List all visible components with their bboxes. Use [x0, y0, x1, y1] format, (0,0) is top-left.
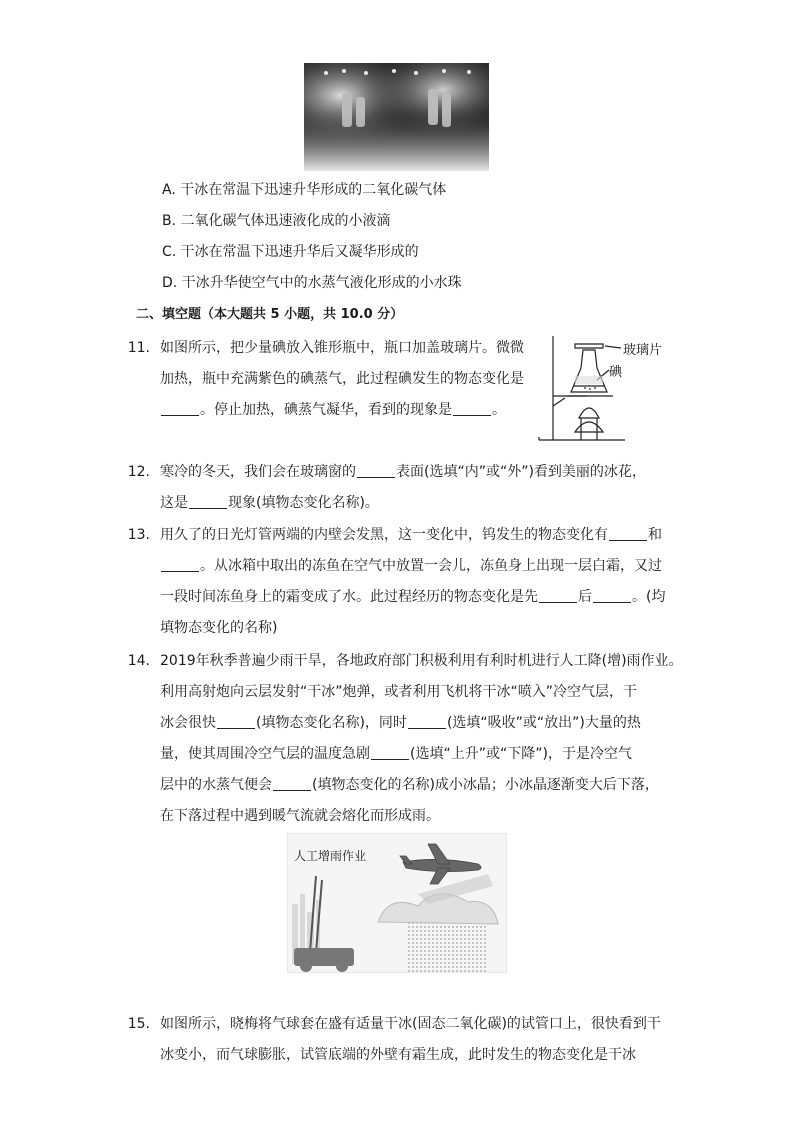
q14-text: (选填“吸收”或“放出”)大量的热 [446, 715, 641, 731]
answer-blank[interactable] [273, 776, 311, 791]
answer-blank[interactable] [217, 714, 255, 729]
q14-text: 冰会很快 [160, 715, 216, 731]
q13-text: 用久了的日光灯管两端的内壁会发黑，这一变化中，钨发生的物态变化有 [160, 527, 608, 543]
section-heading [136, 305, 403, 325]
q14-text: (填物态变化的名称)成小冰晶；小冰晶逐渐变大后下落， [312, 777, 659, 793]
q15-line1: 如图所示，晓梅将气球套在盛有适量干冰(固态二氧化碳)的试管口上，很快看到干 [160, 1016, 661, 1032]
q12-text: 表面(选填“内”或“外”)看到美丽的冰花， [396, 464, 646, 480]
question-13-number: 13. [127, 527, 150, 543]
option-d: D. 干冰升华使空气中的水蒸气液化形成的小水珠 [162, 275, 462, 291]
answer-blank[interactable] [161, 401, 199, 416]
answer-blank[interactable] [453, 401, 491, 416]
q11-line3 [160, 400, 506, 420]
q11-line1: 如图所示，把少量碘放入锥形瓶中，瓶口加盖玻璃片。微微 [160, 340, 524, 356]
answer-blank[interactable] [357, 463, 395, 478]
rain-figure-label: 人工增雨作业 [294, 849, 367, 863]
glass-slide-label: 玻璃片 [623, 343, 663, 358]
iodine-sublimation-figure [535, 334, 695, 446]
q12-text: 现象(填物态变化名称)。 [228, 495, 379, 511]
q14-line6: 在下落过程中遇到暖气流就会熔化而形成雨。 [160, 808, 440, 824]
section-detail: （本大题共 5 小题，共 10.0 分） [201, 307, 404, 322]
q15-line2: 冰变小，而气球膨胀，试管底端的外壁有霜生成，此时发生的物态变化是干冰 [160, 1047, 636, 1063]
q11-text: 。 [492, 402, 506, 418]
q13-text: 后 [578, 589, 592, 605]
q13-line3 [160, 587, 665, 607]
q13-text: 。从冰箱中取出的冻鱼在空气中放置一会儿，冻鱼身上出现一层白霜，又过 [200, 558, 662, 574]
answer-blank[interactable] [189, 494, 227, 509]
q14-text: (选填“上升”或“下降”)，于是冷空气 [410, 746, 632, 762]
q14-line2: 利用高射炮向云层发射“干冰”炮弹，或者利用飞机将干冰“喷入”冷空气层，干 [160, 684, 638, 700]
answer-blank[interactable] [593, 588, 631, 603]
q12-text: 寒冷的冬天，我们会在玻璃窗的 [160, 464, 356, 480]
q12-line2 [160, 493, 379, 513]
q11-line2: 加热，瓶中充满紫色的碘蒸气，此过程碘发生的物态变化是 [160, 371, 524, 387]
option-b: B. 二氧化碳气体迅速液化成的小液滴 [162, 213, 391, 229]
stage-fog-photo [304, 63, 489, 171]
q12-line1 [160, 462, 646, 482]
q14-text: 量，使其周围冷空气层的温度急剧 [160, 746, 370, 762]
q13-text: 。(均 [632, 589, 666, 605]
q13-text: 一段时间冻鱼身上的霜变成了水。此过程经历的物态变化是先 [160, 589, 538, 605]
answer-blank[interactable] [371, 745, 409, 760]
answer-blank[interactable] [539, 588, 577, 603]
q14-line4 [160, 744, 632, 764]
answer-blank[interactable] [609, 526, 647, 541]
question-12-number: 12. [127, 464, 150, 480]
question-14-number: 14. [127, 653, 150, 669]
q13-line4: 填物态变化的名称) [160, 620, 278, 636]
question-11-number: 11. [127, 340, 150, 356]
section-title: 二、填空题 [136, 307, 202, 322]
q14-line1: 2019年秋季普遍少雨干旱，各地政府部门积极利用有利时机进行人工降(增)雨作业。 [160, 653, 683, 669]
q12-text: 这是 [160, 495, 188, 511]
q14-text: (填物态变化名称)，同时 [256, 715, 407, 731]
artificial-rain-figure [287, 833, 507, 973]
option-c: C. 干冰在常温下迅速升华后又凝华形成的 [162, 244, 419, 260]
q14-text: 层中的水蒸气便会 [160, 777, 272, 793]
question-15-number: 15. [127, 1016, 150, 1032]
q11-text: 。停止加热，碘蒸气凝华，看到的现象是 [200, 402, 452, 418]
iodine-label: 碘 [609, 365, 623, 380]
answer-blank[interactable] [408, 714, 446, 729]
q13-line2 [160, 556, 662, 576]
q13-line1 [160, 525, 662, 545]
q13-text: 和 [648, 527, 662, 543]
q14-line5 [160, 775, 659, 795]
answer-blank[interactable] [161, 557, 199, 572]
option-a: A. 干冰在常温下迅速升华形成的二氧化碳气体 [162, 182, 447, 198]
q14-line3 [160, 713, 641, 733]
